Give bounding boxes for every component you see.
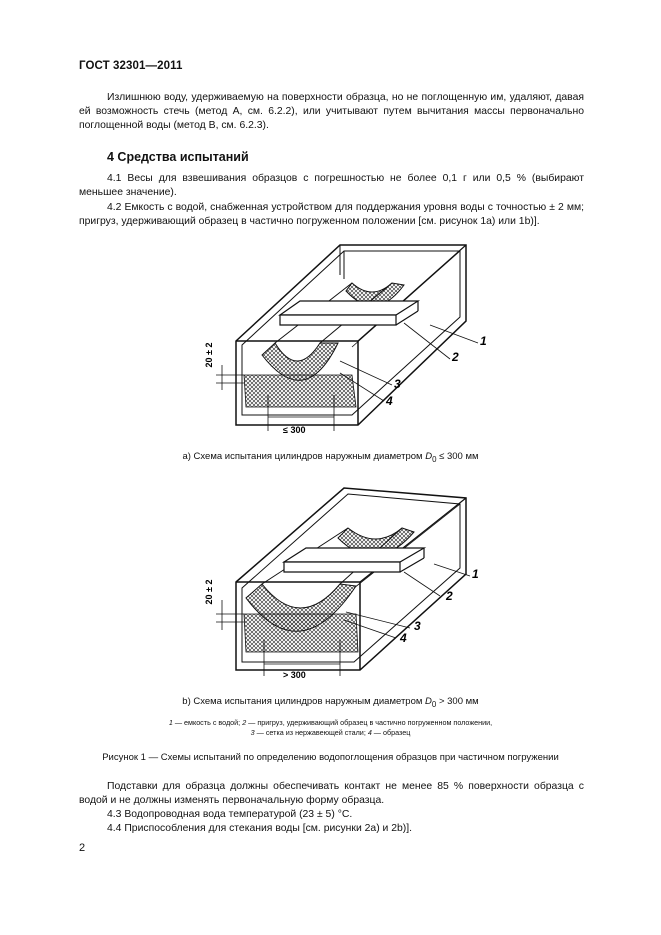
figure-legend: [0, 718, 661, 738]
dimension-horizontal-label: ≤ 300: [283, 425, 306, 435]
figure-a-caption: а) Схема испытания цилиндров наружным диаметром $D_0 \le 300$ мм: [182, 451, 479, 464]
legend-line-2: 3 — сетка из нержавеющей стали; 4 — образец: [250, 728, 411, 737]
figure-a-drawing: [0, 235, 661, 440]
page-number: 2: [79, 842, 86, 854]
callout-3: 3: [394, 377, 401, 391]
figure-b-caption: b) Схема испытания цилиндров наружным диаметром $D_0 > 300$ мм: [182, 696, 479, 709]
callout-4: 4: [386, 394, 393, 408]
mesh-base: [244, 614, 358, 652]
paragraph-4-4: 4.4 Приспособления для стекания воды [см. рисунки 2а) и 2b)].: [107, 823, 413, 834]
section-title: 4 Средства испытаний: [107, 150, 249, 164]
paragraph-4-3: 4.3 Водопроводная вода температурой (23 ± 5) °С.: [107, 809, 353, 820]
paragraph-supports: Подставки для образца должны обеспечивать контакт не менее 85 % поверхности образца с водой и не должны изменять первоначальную форму образца.: [79, 781, 584, 807]
callout-2: 2: [446, 589, 453, 603]
dimension-vertical-label: 20 ± 2: [204, 579, 214, 605]
paragraph-4-1: 4.1 Весы для взвешивания образцов с погрешностью не более 0,1 г или 0,5 % (выбирают меньшее значение).: [79, 173, 584, 199]
figure-title: Рисунок 1 — Схемы испытаний по определению водопоглощения образцов при частичном погружении: [102, 752, 559, 763]
intro-paragraph: Излишнюю воду, удерживаемую на поверхности образца, но не поглощенную им, удаляют, давая ей возможность стечь (метод А, см. 6.2.2), или учитывают путем вычитания массы первоначально поглощенной воды (метод В, см. 6.2.3).: [79, 92, 584, 132]
figure-b-drawing: [0, 480, 661, 690]
mesh-base: [244, 375, 356, 407]
callout-3: 3: [414, 619, 421, 633]
callout-1: 1: [480, 334, 487, 348]
document-header: ГОСТ 32301—2011: [79, 60, 183, 72]
callout-2: 2: [452, 350, 459, 364]
callout-4: 4: [400, 631, 407, 645]
paragraph-4-2: 4.2 Емкость с водой, снабженная устройством для поддержания уровня воды с точностью ± 2 мм; пригруз, удерживающий образец в частично погруженном положении [см. рисунок 1а) или 1b)].: [79, 202, 584, 228]
dimension-horizontal-label: > 300: [283, 670, 306, 680]
legend-line-1: 1 — емкость с водой; 2 — пригруз, удерживающий образец в частично погруженном положении,: [168, 718, 493, 727]
callout-1: 1: [472, 567, 479, 581]
dimension-vertical-label: 20 ± 2: [204, 342, 214, 368]
